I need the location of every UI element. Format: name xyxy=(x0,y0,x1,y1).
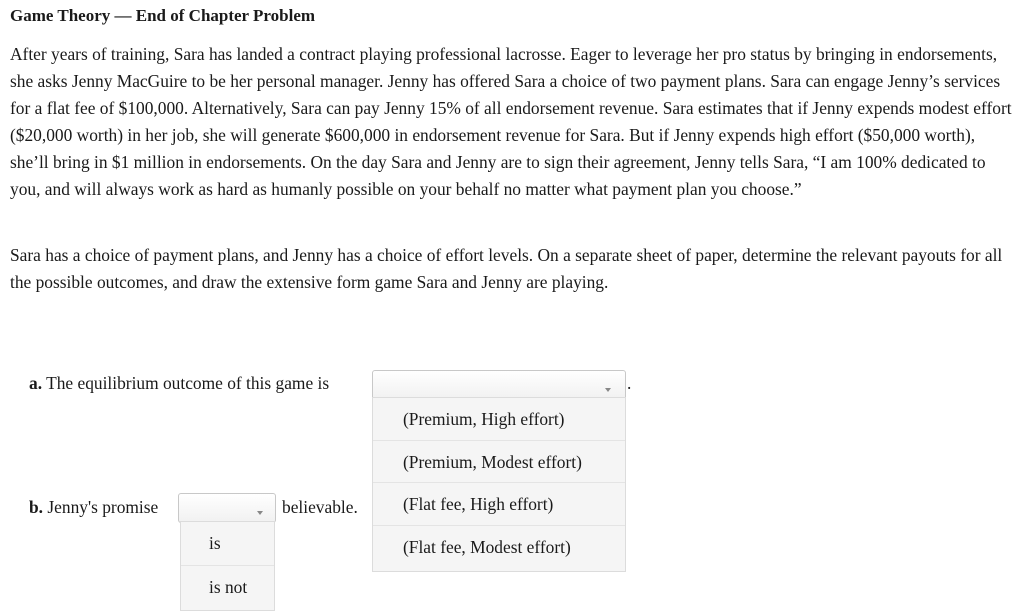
question-b-suffix: believable. xyxy=(282,497,358,517)
promise-believable-dropdown xyxy=(180,521,275,611)
chevron-down-icon xyxy=(257,511,263,515)
promise-believable-select[interactable] xyxy=(178,493,276,523)
question-a-text: The equilibrium outcome of this game is xyxy=(46,373,330,393)
option-flat-fee-modest-effort[interactable]: (Flat fee, Modest effort) xyxy=(403,536,571,557)
question-b-letter: b. xyxy=(29,497,44,517)
option-premium-modest-effort[interactable]: (Premium, Modest effort) xyxy=(373,441,625,484)
question-b-label xyxy=(29,497,158,518)
equilibrium-outcome-dropdown xyxy=(372,397,626,572)
option-flat-fee-high-effort[interactable]: (Flat fee, High effort) xyxy=(373,483,625,526)
problem-paragraph-2: Sara has a choice of payment plans, and Jenny has a choice of effort levels. On a separate sheet of paper, determine the relevant payouts for all the possible outcomes, and draw the extensive form game Sara and Jenny are playing. xyxy=(10,245,1003,292)
question-a-letter: a. xyxy=(29,373,43,393)
question-b-text: Jenny's promise xyxy=(47,497,159,517)
question-a-label xyxy=(29,373,329,394)
equilibrium-outcome-select[interactable] xyxy=(372,370,626,400)
problem-paragraph-1: After years of training, Sara has landed a contract playing professional lacrosse. Eager to leverage her pro status by bringing in endorsements, she asks Jenny MacGuire to be her personal manager. Jenny has offered Sara a choice of two payment plans. Sara can engage Jenny’s services for a flat fee of $100,000. Alternatively, Sara can pay Jenny 15% of all endorsement revenue. Sara estimates that if Jenny expends modest effort ($20,000 worth) in her job, she will generate $600,000 in endorsement revenue for Sara. But if Jenny expends high effort ($50,000 worth), she’ll bring in $1 million in endorsements. On the day Sara and Jenny are to sign their agreement, Jenny tells Sara, “I am 100% dedicated to you, and will always work as hard as humanly possible on your behalf no matter what payment plan you choose.” xyxy=(10,44,1012,199)
option-is-not[interactable]: is not xyxy=(209,577,248,597)
option-is[interactable]: is xyxy=(181,522,274,566)
page-title: Game Theory — End of Chapter Problem xyxy=(10,6,316,25)
question-a-period: . xyxy=(627,373,632,393)
chevron-down-icon xyxy=(605,388,611,392)
option-premium-high-effort[interactable]: (Premium, High effort) xyxy=(373,398,625,441)
